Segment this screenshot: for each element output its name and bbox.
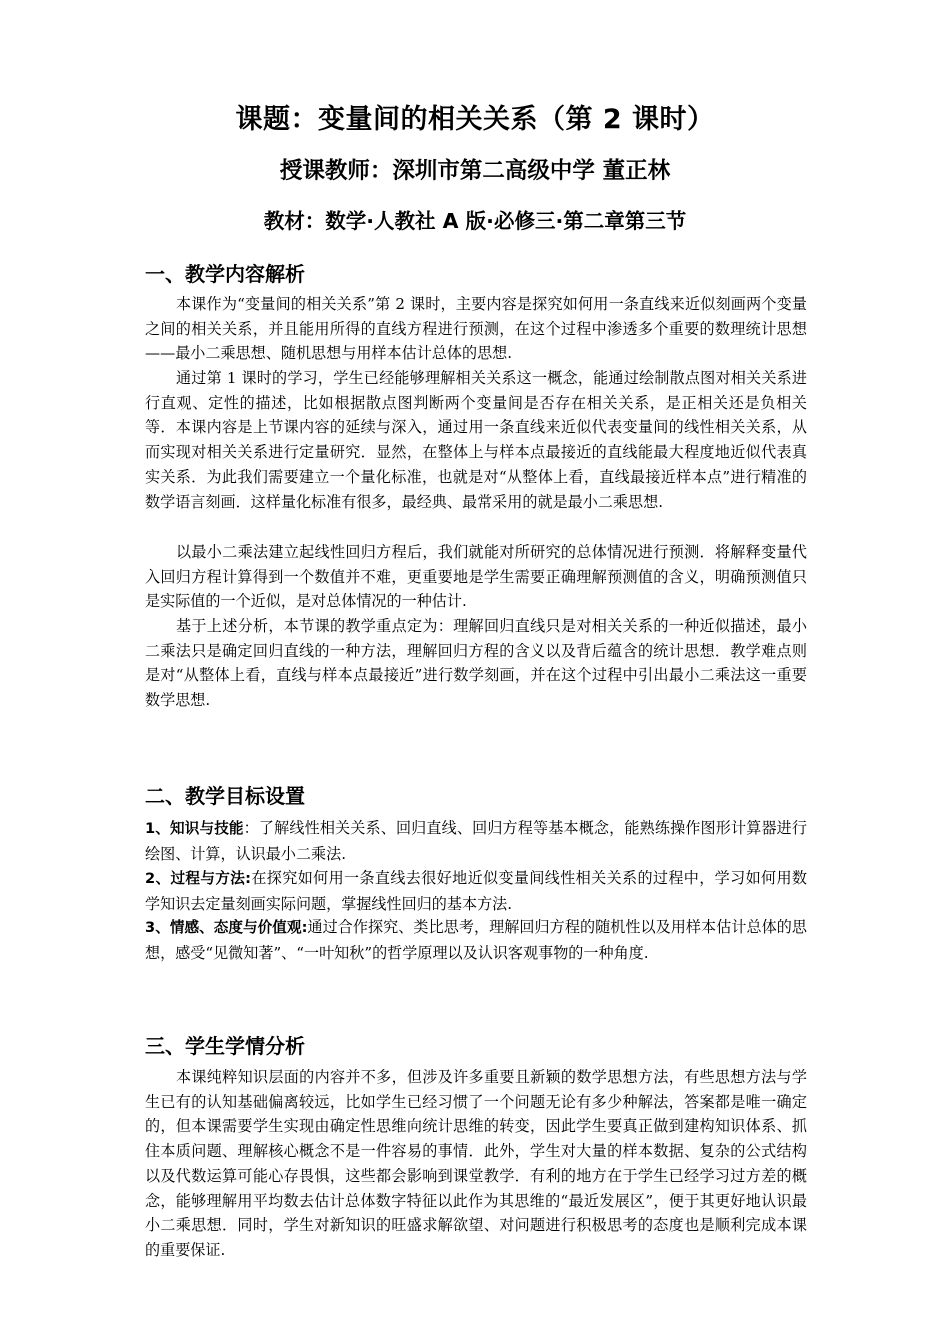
goal-label: 3、情感、态度与价值观:	[145, 919, 308, 936]
section1-paragraph: 基于上述分析，本节课的教学重点定为：理解回归直线只是对相关关系的一种近似描述，最小二乘法只是确定回归直线的一种方法，理解回归方程的含义以及背后蕴含的统计思想．教学难点则是对“从整体上看，直线与样本点最接近”进行数学刻画，并在这个过程中引出最小二乘法这一重要数学思想.	[145, 617, 807, 710]
goal-item	[145, 816, 807, 866]
section1-heading: 一、教学内容解析	[145, 262, 305, 286]
goal-item	[145, 866, 807, 916]
teacher-line: 授课教师：深圳市第二高级中学 董正林	[279, 158, 671, 184]
goal-text: 在探究如何用一条直线去很好地近似变量间线性相关关系的过程中，学习如何用数学知识去定量刻画实际问题，掌握线性回归的基本方法.	[145, 869, 807, 913]
section3-paragraph: 本课纯粹知识层面的内容并不多，但涉及许多重要且新颖的数学思想方法，有些思想方法与学生已有的认知基础偏离较远，比如学生已经习惯了一个问题无论有多少种解法，答案都是唯一确定的，但本课需要学生实现由确定性思维向统计思维的转变，因此学生要真正做到建构知识体系、抓住本质问题、理解核心概念不是一件容易的事情．此外，学生对大量的样本数据、复杂的公式结构以及代数运算可能心存畏惧，这些都会影响到课堂教学．有利的地方在于学生已经学习过方差的概念，能够理解用平均数去估计总体数字特征以此作为其思维的“最近发展区”，便于其更好地认识最小二乘思想．同时，学生对新知识的旺盛求解欲望、对问题进行积极思考的态度也是顺利完成本课的重要保证.	[145, 1068, 807, 1259]
textbook-line: 教材：数学·人教社 A 版·必修三·第二章第三节	[263, 209, 687, 233]
section1-paragraph: 本课作为“变量间的相关关系”第 2 课时，主要内容是探究如何用一条直线来近似刻画两个变量之间的相关关系，并且能用所得的直线方程进行预测，在这个过程中渗透多个重要的数理统计思想——最小二乘思想、随机思想与用样本估计总体的思想.	[145, 295, 807, 363]
goal-label: 2、过程与方法:	[145, 870, 252, 887]
goal-text: 通过合作探究、类比思考，理解回归方程的随机性以及用样本估计总体的思想，感受“见微知著”、“一叶知秋”的哲学原理以及认识客观事物的一种角度.	[145, 918, 807, 962]
lesson-title: 课题：变量间的相关关系（第 2 课时）	[235, 104, 715, 135]
goal-item	[145, 915, 807, 965]
goal-text: ：了解线性相关关系、回归直线、回归方程等基本概念，能熟练操作图形计算器进行绘图、计算，认识最小二乘法.	[145, 819, 807, 863]
section2-heading: 二、教学目标设置	[145, 784, 305, 808]
section3-heading: 三、学生学情分析	[145, 1034, 305, 1058]
goal-label: 1、知识与技能	[145, 820, 244, 837]
section1-paragraph: 以最小二乘法建立起线性回归方程后，我们就能对所研究的总体情况进行预测．将解释变量代入回归方程计算得到一个数值并不难，更重要地是学生需要正确理解预测值的含义，明确预测值只是实际值的一个近似，是对总体情况的一种估计.	[145, 543, 807, 611]
section1-paragraph: 通过第 1 课时的学习，学生已经能够理解相关关系这一概念，能通过绘制散点图对相关关系进行直观、定性的描述，比如根据散点图判断两个变量间是否存在相关关系，是正相关还是负相关等．本课内容是上节课内容的延续与深入，通过用一条直线来近似代表变量间的线性相关关系，从而实现对相关关系进行定量研究．显然，在整体上与样本点最接近的直线能最大程度地近似代表真实关系．为此我们需要建立一个量化标准，也就是对“从整体上看，直线最接近样本点”进行精准的数学语言刻画．这样量化标准有很多，最经典、最常采用的就是最小二乘思想.	[145, 369, 807, 511]
